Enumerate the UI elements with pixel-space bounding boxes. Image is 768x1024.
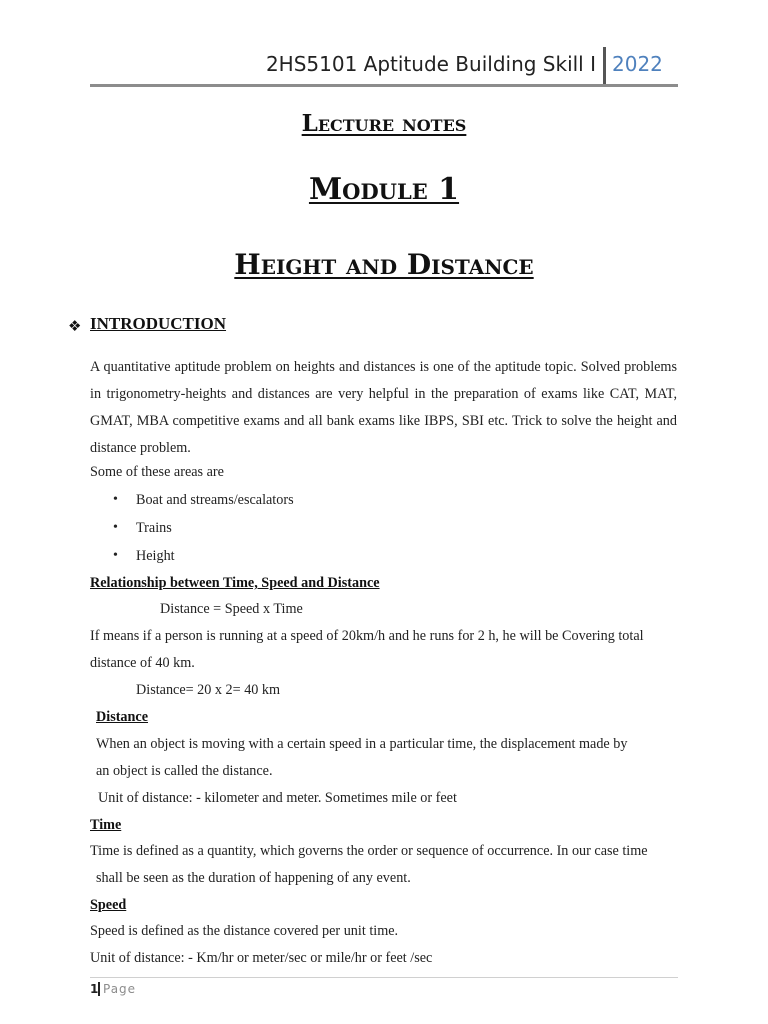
- bullet-icon: •: [113, 520, 118, 535]
- relationship-heading: Relationship between Time, Speed and Distance: [90, 575, 380, 591]
- introduction-paragraph: A quantitative aptitude problem on heights and distances is one of the aptitude topic. Solved problems in trigonometry-heights and distances are very helpful in the preparation of exams like CAT, MAT, GMAT, MBA competitive exams and all bank exams like IBPS, SBI etc. Trick to solve the height and distance problem.: [90, 359, 677, 456]
- module-title: Module 1: [308, 172, 460, 207]
- areas-intro: Some of these areas are: [90, 464, 224, 480]
- distance-unit: Unit of distance: - kilometer and meter. Sometimes mile or feet: [98, 790, 457, 806]
- header-year: 2022: [612, 52, 663, 76]
- bullet-icon: •: [113, 548, 118, 563]
- distance-line1: When an object is moving with a certain speed in a particular time, the displacement made by: [96, 736, 628, 752]
- footer-separator: [98, 982, 100, 996]
- relationship-calculation: Distance= 20 x 2= 40 km: [136, 682, 281, 698]
- area-item: Trains: [136, 520, 172, 536]
- diamond-bullet-icon: ❖: [68, 317, 82, 335]
- distance-heading: Distance: [96, 709, 149, 725]
- footer-rule: [90, 977, 678, 978]
- relationship-example-line2: distance of 40 km.: [90, 655, 195, 671]
- time-line1: Time is defined as a quantity, which governs the order or sequence of occurrence. In our case time: [90, 843, 648, 859]
- speed-line1: Speed is defined as the distance covered per unit time.: [90, 923, 399, 939]
- time-heading: Time: [90, 817, 122, 833]
- lecture-notes-title: Lecture notes: [301, 110, 467, 137]
- area-item: Boat and streams/escalators: [136, 492, 294, 508]
- header-separator: [603, 47, 606, 85]
- topic-title: Height and Distance: [234, 248, 534, 281]
- relationship-example-line1: If means if a person is running at a speed of 20km/h and he runs for 2 h, he will be Covering total: [90, 628, 644, 644]
- bullet-icon: •: [113, 492, 118, 507]
- footer-page-label: Page: [103, 982, 137, 996]
- speed-heading: Speed: [90, 897, 127, 913]
- introduction-heading: INTRODUCTION: [90, 314, 227, 333]
- distance-line2: an object is called the distance.: [96, 763, 273, 779]
- speed-unit: Unit of distance: - Km/hr or meter/sec or mile/hr or feet /sec: [90, 950, 433, 966]
- header-rule: [90, 84, 678, 87]
- area-item: Height: [136, 548, 175, 564]
- footer-page-number: 1: [90, 982, 99, 996]
- relationship-formula: Distance = Speed x Time: [160, 601, 303, 617]
- header-course-title: 2HS5101 Aptitude Building Skill I: [265, 52, 596, 76]
- time-line2: shall be seen as the duration of happening of any event.: [96, 870, 411, 886]
